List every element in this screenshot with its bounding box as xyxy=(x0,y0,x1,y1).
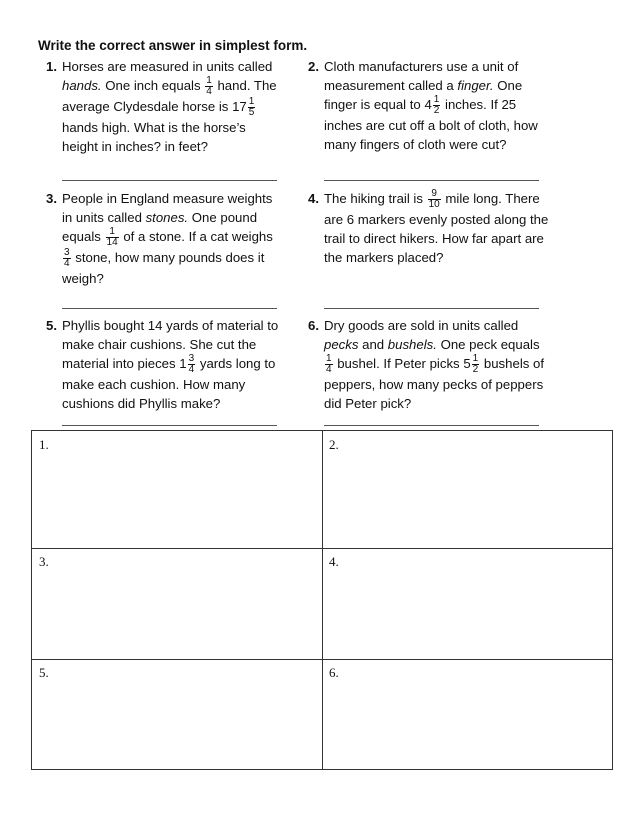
problem-number: 1. xyxy=(46,59,57,74)
emphasized-term: bushels. xyxy=(387,337,437,352)
problem-number: 2. xyxy=(308,59,319,74)
answer-box-6[interactable] xyxy=(322,659,612,769)
mixed-number-whole: 5 xyxy=(463,356,471,371)
answer-box-2[interactable] xyxy=(322,431,612,548)
answer-line-5[interactable] xyxy=(62,425,277,426)
fraction-numerator: 3 xyxy=(64,247,70,259)
fraction-denominator: 4 xyxy=(64,258,70,270)
emphasized-term: hands. xyxy=(62,78,102,93)
answer-line-6[interactable] xyxy=(324,425,539,426)
fraction-denominator: 2 xyxy=(433,105,440,117)
fraction xyxy=(205,76,213,97)
fraction xyxy=(63,248,71,269)
answer-line-3[interactable] xyxy=(62,308,277,309)
problem-6 xyxy=(308,316,549,413)
problem-1 xyxy=(46,57,284,156)
emphasized-term: pecks xyxy=(324,337,359,352)
problem-number: 3. xyxy=(46,191,57,206)
fraction-numerator: 1 xyxy=(326,353,332,365)
answer-line-1[interactable] xyxy=(62,180,277,181)
answer-box-5[interactable] xyxy=(32,659,322,769)
mixed-number-whole: 17 xyxy=(232,99,247,115)
problem-text: Horses are measured in units called hands. One inch equals $\frac{1}{4}$ hand. The average Clydesdale horse is 17 $\frac{1}{5}$ hands high. What is the horse’s height in inches? in feet? xyxy=(62,59,277,155)
answer-grid xyxy=(31,430,613,770)
answer-box-label: 2. xyxy=(329,437,339,452)
answer-box-label: 3. xyxy=(39,554,49,569)
fraction xyxy=(106,227,119,248)
mixed-number-whole: 1 xyxy=(179,356,187,371)
fraction-denominator: 4 xyxy=(188,364,195,376)
answer-box-label: 1. xyxy=(39,437,49,452)
emphasized-term: finger. xyxy=(457,78,494,93)
fraction xyxy=(248,97,256,118)
emphasized-term: stones. xyxy=(145,210,189,225)
fraction-denominator: 14 xyxy=(106,237,118,249)
fraction xyxy=(188,354,196,375)
problem-number: 6. xyxy=(308,318,319,333)
problem-5 xyxy=(46,316,284,413)
answer-box-3[interactable] xyxy=(32,548,322,659)
problem-text: The hiking trail is $\frac{9}{10}$ mile long. There are 6 markers evenly posted along the trail to direct hikers. How far apart are the markers placed? xyxy=(324,188,549,266)
fraction xyxy=(472,354,480,375)
problem-text: Dry goods are sold in units called pecks and bushels. One peck equals $\frac{1}{4}$ bushel. If Peter picks 5 $\frac{1}{2}$ bushels of peppers, how many pecks of peppers did Peter pick? xyxy=(324,318,544,412)
fraction xyxy=(433,95,441,116)
fraction-denominator: 4 xyxy=(206,86,212,98)
problem-text: People in England measure weights in units called stones. One pound equals $\frac{1}{14}$ of a stone. If a cat weighs $\frac{3}{4}$ stone, how many pounds does it weigh? xyxy=(62,191,273,287)
problem-text: Cloth manufacturers use a unit of measurement called a finger. One finger is equal to 4 $\frac{1}{2}$ inches. If 25 inches are cut off a bolt of cloth, how many fingers of cloth were cut? xyxy=(324,59,538,153)
mixed-number-whole: 4 xyxy=(424,97,432,112)
answer-box-label: 5. xyxy=(39,665,49,680)
answer-box-label: 6. xyxy=(329,665,339,680)
fraction-denominator: 4 xyxy=(326,364,332,376)
fraction xyxy=(325,354,333,375)
fraction-numerator: 1 xyxy=(433,94,440,106)
fraction-numerator: 9 xyxy=(428,189,441,200)
problem-number: 4. xyxy=(308,191,319,206)
fraction-numerator: 1 xyxy=(472,353,479,365)
answer-box-4[interactable] xyxy=(322,548,612,659)
fraction-denominator: 5 xyxy=(248,107,255,119)
fraction-numerator: 3 xyxy=(188,353,195,365)
answer-line-4[interactable] xyxy=(324,308,539,309)
answer-box-label: 4. xyxy=(329,554,339,569)
problem-number: 5. xyxy=(46,318,57,333)
problem-text: Phyllis bought 14 yards of material to make chair cushions. She cut the material into pieces 1 $\frac{3}{4}$ yards long to make each cushion. How many cushions did Phyllis make? xyxy=(62,318,279,412)
problem-3 xyxy=(46,189,282,288)
fraction-numerator: 1 xyxy=(106,227,119,238)
instruction: Write the correct answer in simplest form. xyxy=(38,38,308,53)
fraction-denominator: 2 xyxy=(472,364,479,376)
problem-2 xyxy=(308,57,544,154)
fraction-numerator: 1 xyxy=(248,96,255,108)
fraction xyxy=(428,189,441,210)
answer-line-2[interactable] xyxy=(324,180,539,181)
problem-4 xyxy=(308,188,549,267)
fraction-denominator: 10 xyxy=(428,199,440,211)
fraction-numerator: 1 xyxy=(206,75,212,87)
answer-box-1[interactable] xyxy=(32,431,322,548)
